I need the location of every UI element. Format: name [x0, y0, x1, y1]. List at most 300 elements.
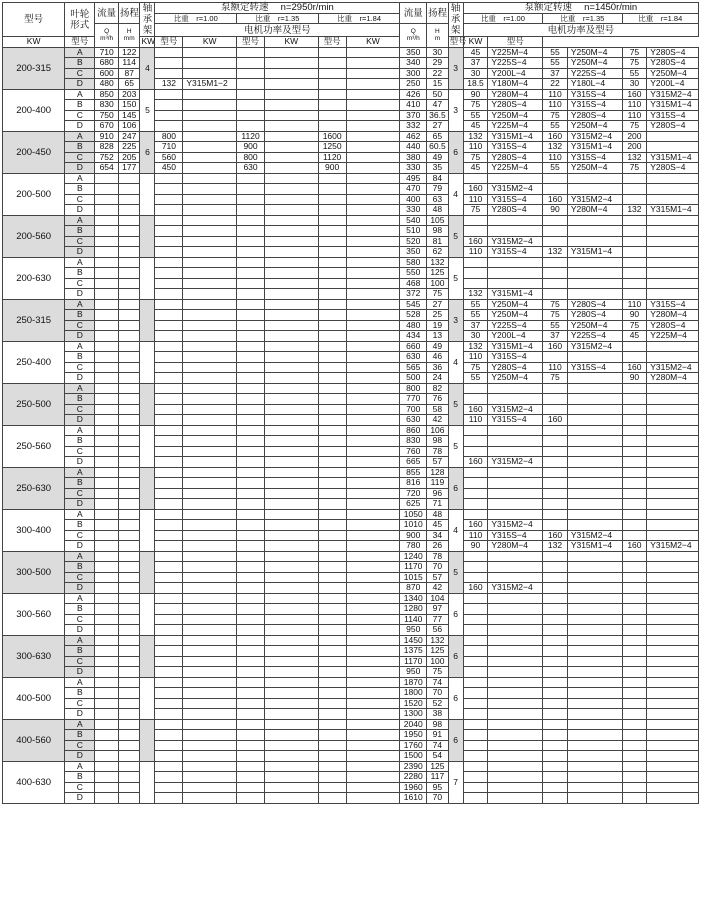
motor-kw-2950: [155, 383, 183, 394]
motor-kw-2950: [318, 793, 346, 804]
flow-1450: 950: [400, 625, 427, 636]
motor-kw-2950: [237, 646, 265, 657]
motor-kw-2950: [318, 299, 346, 310]
motor-kw-2950: [155, 173, 183, 184]
motor-type-1450: [567, 751, 622, 762]
motor-type-1450: [488, 625, 543, 636]
head-1450: 74: [427, 740, 448, 751]
motor-type-1450: [647, 425, 699, 436]
motor-kw-1450: [543, 646, 568, 657]
motor-type-2950: [265, 310, 319, 321]
bearing-frame-1450: 5: [448, 257, 463, 299]
motor-kw-1450: [622, 173, 647, 184]
motor-type-1450: Y180L−4: [567, 79, 622, 90]
motor-type-1450: Y315M2−4: [488, 184, 543, 195]
motor-type-2950: [183, 541, 237, 552]
flow-2950: [95, 677, 119, 688]
pump-model: 200-500: [3, 173, 65, 215]
motor-kw-2950: [318, 268, 346, 279]
motor-kw-2950: [155, 730, 183, 741]
impeller-form: B: [65, 436, 95, 447]
motor-type-2950: [265, 268, 319, 279]
motor-kw-1450: [543, 656, 568, 667]
motor-kw-1450: [622, 446, 647, 457]
head-1450: 95: [427, 782, 448, 793]
motor-kw-1450: 160: [622, 362, 647, 373]
motor-kw-1450: 160: [463, 520, 488, 531]
flow-1450: 800: [400, 383, 427, 394]
motor-type-1450: Y250M−4: [567, 121, 622, 132]
head-2950: [118, 415, 139, 426]
motor-type-2950: [265, 488, 319, 499]
motor-type-2950: [346, 142, 400, 153]
motor-kw-2950: [318, 362, 346, 373]
head-2950: 106: [118, 121, 139, 132]
motor-kw-2950: [155, 551, 183, 562]
motor-kw-2950: [237, 415, 265, 426]
motor-kw-2950: [318, 614, 346, 625]
motor-type-2950: [265, 719, 319, 730]
flow-1450: 625: [400, 499, 427, 510]
motor-type-1450: [567, 761, 622, 772]
motor-type-2950: [265, 89, 319, 100]
motor-kw-2950: [155, 352, 183, 363]
motor-type-2950: [346, 530, 400, 541]
motor-kw-2950: [237, 100, 265, 111]
head-2950: 114: [118, 58, 139, 69]
motor-kw-2950: [318, 551, 346, 562]
motor-kw-1450: [543, 488, 568, 499]
impeller-form: C: [65, 782, 95, 793]
motor-type-1450: [567, 520, 622, 531]
pump-model: 300-500: [3, 551, 65, 593]
motor-kw-2950: [237, 310, 265, 321]
motor-kw-1450: [622, 656, 647, 667]
head-1450: 45: [427, 520, 448, 531]
motor-kw-1450: 132: [463, 341, 488, 352]
head-2950: [118, 740, 139, 751]
motor-kw-1450: 45: [463, 163, 488, 174]
motor-kw-2950: [237, 194, 265, 205]
head-1450: 74: [427, 677, 448, 688]
motor-kw-2950: [237, 299, 265, 310]
table-row: [3, 68, 699, 79]
motor-type-1450: Y250M−4: [567, 58, 622, 69]
motor-kw-2950: [237, 761, 265, 772]
motor-type-2950: [265, 383, 319, 394]
impeller-form: C: [65, 488, 95, 499]
table-row: [3, 320, 699, 331]
motor-type-1450: [488, 730, 543, 741]
header-kw: KW: [3, 37, 65, 48]
motor-type-1450: [567, 289, 622, 300]
motor-type-1450: [647, 572, 699, 583]
motor-type-1450: [567, 173, 622, 184]
flow-2950: [95, 236, 119, 247]
impeller-form: C: [65, 362, 95, 373]
motor-type-1450: [567, 226, 622, 237]
motor-kw-1450: [543, 278, 568, 289]
motor-kw-2950: [237, 425, 265, 436]
motor-type-2950: [346, 100, 400, 111]
header-sg2-left: 比重 r=1.35: [237, 13, 319, 24]
head-2950: [118, 520, 139, 531]
table-row: [3, 373, 699, 384]
motor-type-2950: [265, 184, 319, 195]
motor-kw-2950: [155, 656, 183, 667]
motor-kw-2950: [318, 425, 346, 436]
bearing-frame-1450: 4: [448, 341, 463, 383]
flow-1450: 580: [400, 257, 427, 268]
motor-kw-1450: [463, 268, 488, 279]
motor-type-2950: [265, 247, 319, 258]
motor-kw-2950: 560: [155, 152, 183, 163]
impeller-form: D: [65, 373, 95, 384]
motor-kw-1450: 30: [622, 79, 647, 90]
motor-kw-2950: [237, 719, 265, 730]
head-1450: 70: [427, 793, 448, 804]
motor-type-2950: [183, 709, 237, 720]
head-1450: 97: [427, 604, 448, 615]
impeller-form: C: [65, 740, 95, 751]
motor-kw-2950: [155, 205, 183, 216]
head-1450: 71: [427, 499, 448, 510]
motor-kw-2950: [237, 289, 265, 300]
motor-type-2950: [265, 793, 319, 804]
motor-type-2950: [265, 394, 319, 405]
motor-type-1450: [567, 257, 622, 268]
spec-table: [2, 2, 699, 804]
impeller-form: D: [65, 457, 95, 468]
impeller-form: D: [65, 625, 95, 636]
motor-kw-1450: [622, 215, 647, 226]
motor-kw-1450: [622, 236, 647, 247]
table-row: [3, 415, 699, 426]
motor-kw-2950: [237, 772, 265, 783]
flow-1450: 1170: [400, 562, 427, 573]
motor-type-1450: [647, 551, 699, 562]
head-2950: [118, 362, 139, 373]
motor-kw-2950: [318, 383, 346, 394]
impeller-form: C: [65, 614, 95, 625]
head-1450: 70: [427, 688, 448, 699]
head-2950: [118, 425, 139, 436]
motor-type-2950: [346, 667, 400, 678]
motor-type-1450: [647, 782, 699, 793]
head-2950: [118, 310, 139, 321]
motor-kw-1450: 110: [463, 352, 488, 363]
motor-kw-2950: [155, 436, 183, 447]
motor-type-1450: Y280S−4: [647, 58, 699, 69]
motor-kw-1450: 30: [463, 68, 488, 79]
header-type: 型号: [65, 37, 95, 48]
head-2950: [118, 730, 139, 741]
motor-kw-2950: 1250: [318, 142, 346, 153]
motor-type-1450: [647, 184, 699, 195]
motor-type-1450: [488, 509, 543, 520]
motor-kw-2950: [318, 331, 346, 342]
motor-type-1450: [567, 404, 622, 415]
motor-type-1450: Y280S−4: [647, 320, 699, 331]
motor-kw-1450: 132: [543, 541, 568, 552]
motor-kw-1450: [463, 677, 488, 688]
motor-type-2950: [346, 499, 400, 510]
head-1450: 52: [427, 698, 448, 709]
motor-type-2950: [265, 635, 319, 646]
head-1450: 119: [427, 478, 448, 489]
motor-type-1450: [567, 457, 622, 468]
motor-type-2950: [265, 58, 319, 69]
table-body: [3, 47, 699, 803]
header-sg1-right: 比重 r=1.00: [463, 13, 542, 24]
flow-2950: 670: [95, 121, 119, 132]
motor-type-2950: [265, 730, 319, 741]
motor-type-1450: [567, 709, 622, 720]
motor-type-1450: Y250M−4: [567, 320, 622, 331]
motor-type-1450: Y225M−4: [488, 121, 543, 132]
motor-kw-2950: 132: [155, 79, 183, 90]
motor-type-2950: [183, 415, 237, 426]
motor-type-1450: [488, 478, 543, 489]
motor-type-1450: Y315M1−4: [488, 131, 543, 142]
table-row: [3, 625, 699, 636]
table-row: [3, 205, 699, 216]
flow-2950: [95, 698, 119, 709]
motor-type-2950: [265, 709, 319, 720]
motor-kw-2950: [155, 761, 183, 772]
header-flow: 流量: [95, 3, 119, 24]
motor-type-2950: [183, 194, 237, 205]
flow-1450: 950: [400, 667, 427, 678]
pump-model: 300-560: [3, 593, 65, 635]
impeller-form: B: [65, 58, 95, 69]
flow-1450: 720: [400, 488, 427, 499]
motor-type-2950: [346, 457, 400, 468]
motor-kw-1450: [463, 257, 488, 268]
table-row: [3, 719, 699, 730]
motor-type-2950: [346, 257, 400, 268]
table-row: [3, 100, 699, 111]
motor-kw-2950: [318, 730, 346, 741]
motor-kw-2950: [155, 404, 183, 415]
motor-kw-2950: [237, 509, 265, 520]
header-type: 型号: [237, 37, 265, 48]
motor-type-1450: Y315M2−4: [488, 583, 543, 594]
motor-kw-1450: [463, 646, 488, 657]
head-1450: 25: [427, 310, 448, 321]
motor-kw-2950: [155, 278, 183, 289]
head-2950: [118, 257, 139, 268]
bearing-frame-2950: [140, 761, 155, 803]
motor-kw-2950: [237, 373, 265, 384]
table-row: [3, 173, 699, 184]
motor-type-1450: [647, 131, 699, 142]
motor-kw-1450: 75: [622, 58, 647, 69]
motor-kw-2950: 900: [237, 142, 265, 153]
flow-1450: 760: [400, 446, 427, 457]
motor-type-2950: [346, 709, 400, 720]
motor-kw-1450: [622, 730, 647, 741]
flow-2950: [95, 383, 119, 394]
motor-type-1450: [647, 236, 699, 247]
flow-2950: [95, 247, 119, 258]
motor-kw-1450: [622, 625, 647, 636]
motor-type-2950: [183, 404, 237, 415]
flow-1450: 550: [400, 268, 427, 279]
motor-type-1450: [647, 751, 699, 762]
motor-kw-2950: [155, 215, 183, 226]
motor-type-2950: [265, 457, 319, 468]
motor-kw-2950: [237, 740, 265, 751]
head-1450: 125: [427, 646, 448, 657]
pump-model: 400-560: [3, 719, 65, 761]
head-1450: 65: [427, 131, 448, 142]
motor-kw-2950: [237, 236, 265, 247]
motor-type-1450: Y250M−4: [488, 110, 543, 121]
header-sg3-right: 比重 r=1.84: [622, 13, 698, 24]
motor-kw-2950: [237, 173, 265, 184]
flow-2950: 750: [95, 110, 119, 121]
motor-kw-1450: 75: [543, 110, 568, 121]
motor-kw-1450: [463, 551, 488, 562]
impeller-form: A: [65, 677, 95, 688]
motor-kw-2950: [237, 656, 265, 667]
motor-kw-1450: 75: [622, 47, 647, 58]
motor-type-1450: Y225S−4: [488, 320, 543, 331]
head-1450: 132: [427, 257, 448, 268]
motor-kw-2950: [237, 404, 265, 415]
head-2950: [118, 793, 139, 804]
motor-kw-1450: 132: [543, 142, 568, 153]
motor-kw-1450: [622, 383, 647, 394]
motor-type-2950: [183, 173, 237, 184]
impeller-form: B: [65, 688, 95, 699]
motor-type-2950: [183, 236, 237, 247]
motor-type-2950: [265, 478, 319, 489]
motor-kw-2950: [155, 782, 183, 793]
flow-1450: 480: [400, 320, 427, 331]
head-2950: [118, 604, 139, 615]
head-2950: [118, 761, 139, 772]
motor-type-1450: Y315S−4: [488, 142, 543, 153]
motor-type-1450: [647, 257, 699, 268]
motor-type-1450: [488, 226, 543, 237]
motor-type-2950: [183, 121, 237, 132]
head-1450: 27: [427, 121, 448, 132]
impeller-form: D: [65, 751, 95, 762]
motor-kw-2950: [155, 110, 183, 121]
motor-type-2950: [183, 520, 237, 531]
impeller-form: D: [65, 793, 95, 804]
motor-kw-2950: 900: [318, 163, 346, 174]
motor-type-2950: [346, 352, 400, 363]
motor-type-2950: [183, 730, 237, 741]
impeller-form: D: [65, 79, 95, 90]
motor-kw-2950: [318, 457, 346, 468]
motor-type-1450: Y225M−4: [488, 47, 543, 58]
motor-kw-2950: [237, 751, 265, 762]
motor-type-1450: Y225S−4: [567, 331, 622, 342]
table-row: [3, 709, 699, 720]
motor-kw-1450: [543, 289, 568, 300]
impeller-form: C: [65, 698, 95, 709]
motor-kw-1450: [543, 436, 568, 447]
motor-type-1450: [567, 467, 622, 478]
motor-kw-2950: [155, 604, 183, 615]
flow-1450: 470: [400, 184, 427, 195]
head-1450: 106: [427, 425, 448, 436]
table-row: [3, 236, 699, 247]
motor-kw-2950: [155, 446, 183, 457]
motor-kw-1450: 90: [622, 310, 647, 321]
impeller-form: B: [65, 142, 95, 153]
motor-type-2950: [265, 163, 319, 174]
flow-1450: 330: [400, 163, 427, 174]
motor-type-1450: [488, 488, 543, 499]
table-row: [3, 478, 699, 489]
head-1450: 22: [427, 68, 448, 79]
bearing-frame-1450: 4: [448, 509, 463, 551]
motor-type-1450: [647, 268, 699, 279]
motor-type-1450: [647, 719, 699, 730]
motor-kw-2950: [237, 625, 265, 636]
table-header: [3, 3, 699, 48]
motor-kw-2950: [155, 614, 183, 625]
motor-kw-2950: [237, 488, 265, 499]
head-1450: 30: [427, 47, 448, 58]
motor-kw-1450: [543, 551, 568, 562]
motor-type-1450: [488, 698, 543, 709]
motor-kw-1450: 37: [463, 58, 488, 69]
bearing-frame-2950: [140, 467, 155, 509]
header-kw: KW: [183, 37, 237, 48]
flow-1450: 1800: [400, 688, 427, 699]
flow-1450: 468: [400, 278, 427, 289]
motor-kw-1450: [622, 635, 647, 646]
motor-type-2950: [265, 509, 319, 520]
motor-type-2950: [346, 341, 400, 352]
motor-kw-2950: [155, 268, 183, 279]
motor-kw-1450: [463, 740, 488, 751]
motor-kw-1450: 110: [463, 194, 488, 205]
motor-kw-1450: [622, 677, 647, 688]
motor-type-2950: [265, 625, 319, 636]
bearing-frame-2950: [140, 299, 155, 341]
motor-type-1450: Y315S−4: [647, 110, 699, 121]
motor-kw-2950: [155, 562, 183, 573]
motor-kw-2950: [237, 793, 265, 804]
impeller-form: A: [65, 551, 95, 562]
motor-type-1450: Y280S−4: [647, 121, 699, 132]
motor-type-2950: [183, 635, 237, 646]
motor-kw-2950: [237, 352, 265, 363]
table-row: [3, 772, 699, 783]
motor-type-1450: [567, 352, 622, 363]
head-1450: 81: [427, 236, 448, 247]
table-row: [3, 152, 699, 163]
motor-type-1450: Y315M1−4: [488, 289, 543, 300]
head-2950: [118, 215, 139, 226]
flow-2950: [95, 761, 119, 772]
motor-type-2950: [346, 541, 400, 552]
motor-type-2950: [346, 415, 400, 426]
motor-kw-2950: [318, 205, 346, 216]
table-row: [3, 635, 699, 646]
motor-type-2950: [346, 299, 400, 310]
head-2950: [118, 583, 139, 594]
head-1450: 76: [427, 394, 448, 405]
motor-kw-1450: [463, 730, 488, 741]
